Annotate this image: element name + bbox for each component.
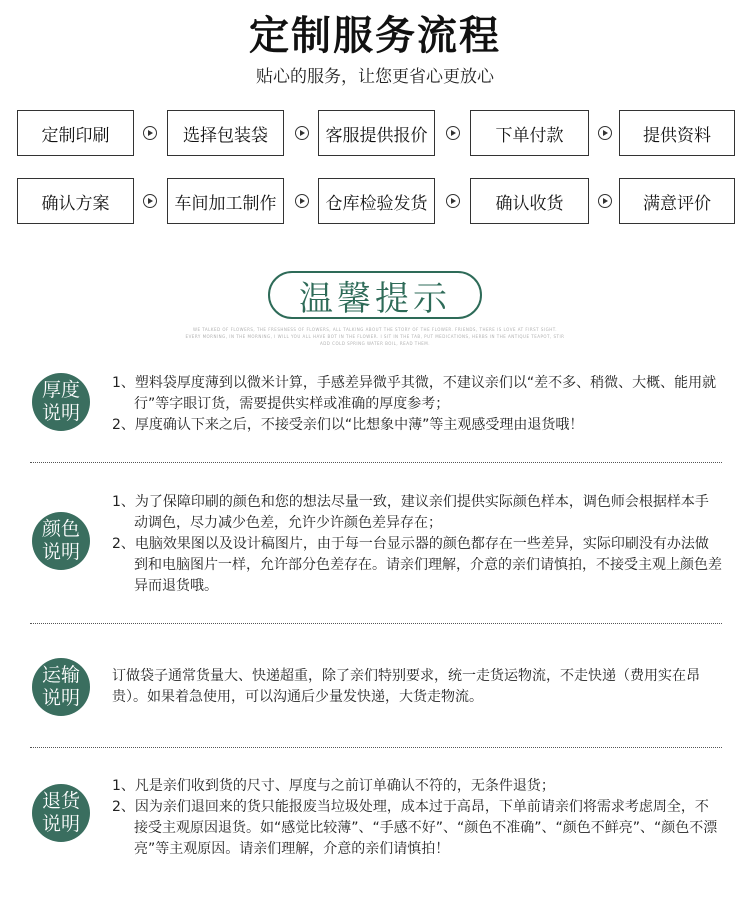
step-box-2-3: 仓库检验发货 bbox=[318, 178, 435, 224]
arrow-right-icon bbox=[598, 126, 612, 140]
arrow-right-icon bbox=[446, 126, 460, 140]
section-line: 1、塑料袋厚度薄到以微米计算，手感差异微乎其微，不建议亲们以“差不多、稍微、大概、能用就行”等字眼订货，需要提供实样或准确的厚度参考； bbox=[112, 375, 717, 412]
step-box-1-5: 提供资料 bbox=[619, 110, 735, 156]
fine-print-line: WE TALKED OF FLOWERS, THE FRESHNESS OF FLOWERS, ALL TALKING ABOUT THE STORY OF THE FLOWER. FRIENDS, THERE IS LOVE AT FIRST SIGHT. bbox=[193, 327, 557, 332]
section-line: 2、因为亲们退回来的货只能报废当垃圾处理，成本过于高昂，下单前请亲们将需求考虑周全，不接受主观原因退货。如“感觉比较薄”、“手感不好”、“颜色不准确”、“颜色不鲜亮”、“颜色不漂亮”等主观原因。请亲们理解，介意的亲们请慎拍！ bbox=[112, 799, 718, 857]
section-text-shipping bbox=[112, 666, 722, 708]
step-box-1-4: 下单付款 bbox=[470, 110, 589, 156]
step-box-1-3: 客服提供报价 bbox=[318, 110, 435, 156]
arrow-right-icon bbox=[143, 194, 157, 208]
section-text-thickness bbox=[112, 373, 722, 436]
section-badge-shipping bbox=[32, 658, 90, 716]
page-title: 定制服务流程 bbox=[249, 13, 501, 59]
section-line: 2、厚度确认下来之后，不接受亲们以“比想象中薄”等主观感受理由退货哦！ bbox=[112, 417, 584, 433]
arrow-right-icon bbox=[295, 126, 309, 140]
step-box-2-2: 车间加工制作 bbox=[167, 178, 284, 224]
section-line: 1、凡是亲们收到货的尺寸、厚度与之前订单确认不符的，无条件退货； bbox=[112, 778, 555, 794]
section-badge-color bbox=[32, 512, 90, 570]
dotted-divider bbox=[30, 462, 722, 463]
arrow-right-icon bbox=[143, 126, 157, 140]
badge-label: 说明 bbox=[41, 813, 80, 835]
dotted-divider bbox=[30, 747, 722, 748]
arrow-right-icon bbox=[295, 194, 309, 208]
badge-label: 厚度 bbox=[41, 379, 80, 401]
section-line: 订做袋子通常货量大、快递超重，除了亲们特别要求，统一走货运物流，不走快递（费用实在昂贵）。如果着急使用，可以沟通后少量发快递，大货走物流。 bbox=[112, 668, 700, 705]
badge-label: 说明 bbox=[41, 402, 80, 424]
badge-label: 退货 bbox=[41, 790, 80, 812]
arrow-right-icon bbox=[446, 194, 460, 208]
step-box-2-1: 确认方案 bbox=[17, 178, 134, 224]
fine-print-line: EVERY MORNING, IN THE MORNING, I WILL YOU ALL HAVE BOT IN THE FLOWER. I SIT IN THE TAB, PUT MEDICATIONS, HERBS IN THE ANTIQUE TEAPOT, STIR bbox=[185, 334, 565, 339]
page-subtitle: 贴心的服务，让您更省心更放心 bbox=[256, 67, 494, 87]
step-box-1-2: 选择包装袋 bbox=[167, 110, 284, 156]
tips-title-pill: 温馨提示 bbox=[268, 271, 482, 319]
section-badge-thickness bbox=[32, 373, 90, 431]
section-text-color bbox=[112, 492, 722, 597]
badge-label: 说明 bbox=[41, 541, 80, 563]
badge-label: 颜色 bbox=[41, 518, 80, 540]
section-badge-returns bbox=[32, 784, 90, 842]
section-text-returns bbox=[112, 776, 722, 860]
section-line: 2、电脑效果图以及设计稿图片，由于每一台显示器的颜色都存在一些差异，实际印刷没有办法做到和电脑图片一样，允许部分色差存在。请亲们理解，介意的亲们请慎拍，不接受主观上颜色差异而退货哦。 bbox=[112, 536, 722, 594]
dotted-divider bbox=[30, 623, 722, 624]
arrow-right-icon bbox=[598, 194, 612, 208]
badge-label: 运输 bbox=[41, 664, 80, 686]
step-box-2-5: 满意评价 bbox=[619, 178, 735, 224]
section-line: 1、为了保障印刷的颜色和您的想法尽量一致，建议亲们提供实际颜色样本，调色师会根据样本手动调色，尽力减少色差，允许少许颜色差异存在； bbox=[112, 494, 709, 531]
step-box-2-4: 确认收货 bbox=[470, 178, 589, 224]
badge-label: 说明 bbox=[41, 687, 80, 709]
fine-print-line: ADD COLD SPRING WATER BOIL, READ THEM. bbox=[319, 341, 430, 346]
step-box-1-1: 定制印刷 bbox=[17, 110, 134, 156]
